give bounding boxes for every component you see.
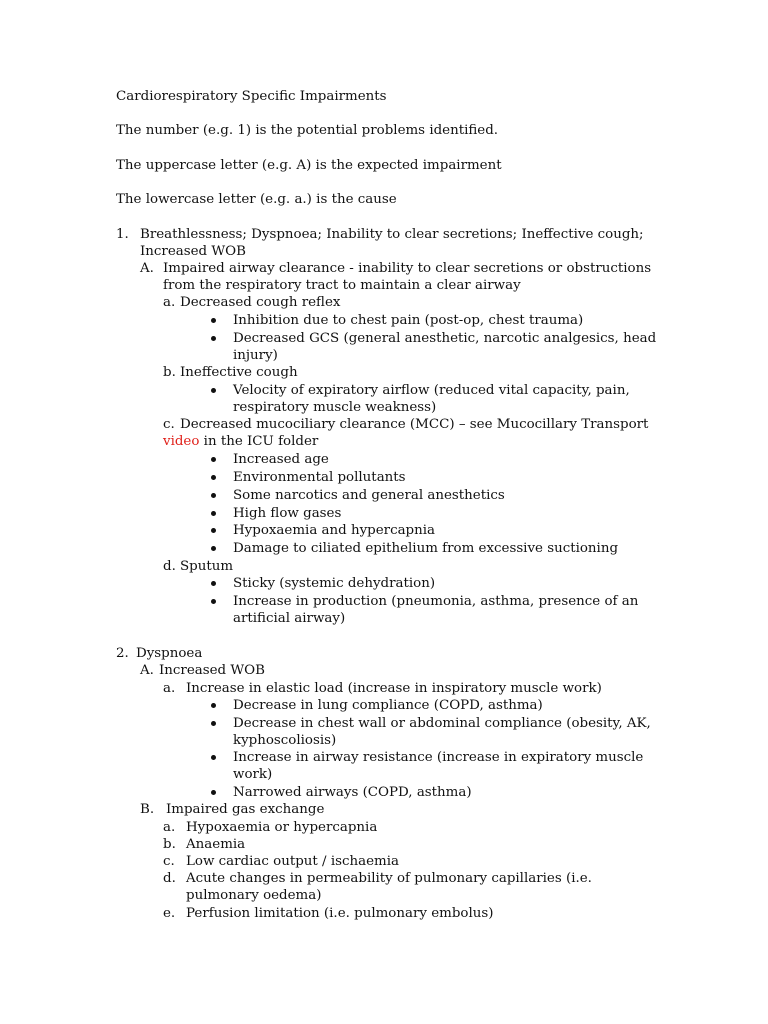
bullet-icon [211,703,216,708]
section1-problems-line2: Increased WOB [140,244,246,259]
section2-A-marker: A. [140,663,154,678]
legend-uppercase: The uppercase letter (e.g. A) is the expected impairment [116,158,502,173]
bullet-icon [211,511,216,516]
section2-A-a-bullet3-line2: work) [233,767,273,782]
section1-number: 1. [116,227,129,242]
section1-A-c-line2 [163,433,318,450]
section1-problems-line1: Breathlessness; Dyspnoea; Inability to clear secretions; Ineffective cough; [140,227,644,242]
bullet-icon [211,528,216,533]
bullet-icon [211,318,216,323]
section2-number: 2. [116,646,129,661]
section2-B-a-marker: a. [163,820,176,835]
document-title: Cardiorespiratory Specific Impairments [116,89,387,104]
section1-A-a-bullet1: Inhibition due to chest pain (post-op, chest trauma) [233,313,584,328]
bullet-icon [211,755,216,760]
section2-B-c-text: Low cardiac output / ischaemia [186,854,399,869]
section1-A-c-bullet1: Increased age [233,452,329,467]
bullet-icon [211,457,216,462]
section1-A-c-bullet4: High flow gases [233,506,342,521]
section1-A-d-bullet1: Sticky (systemic dehydration) [233,576,436,591]
section2-A-a-bullet3-line1: Increase in airway resistance (increase in expiratory muscle [233,750,644,765]
section1-A-d-marker: d. [163,559,176,574]
bullet-icon [211,546,216,551]
section2-B-b-marker: b. [163,837,176,852]
section2-B-text: Impaired gas exchange [166,802,325,817]
section1-A-marker: A. [140,261,154,276]
section1-A-c-bullet5: Hypoxaemia and hypercapnia [233,523,436,538]
section2-A-a-bullet1: Decrease in lung compliance (COPD, asthma) [233,698,543,713]
section2-B-e-marker: e. [163,906,176,921]
section1-A-c-bullet3: Some narcotics and general anesthetics [233,488,505,503]
section1-A-b-bullet1-line2: respiratory muscle weakness) [233,400,437,415]
bullet-icon [211,790,216,795]
section2-A-a-text: Increase in elastic load (increase in inspiratory muscle work) [186,681,602,696]
section2-B-d-line2: pulmonary oedema) [186,888,322,903]
section1-A-d-bullet2-line2: artificial airway) [233,611,346,626]
section2-B-b-text: Anaemia [186,837,246,852]
section1-A-a-marker: a. [163,295,176,310]
section1-A-line2: from the respiratory tract to maintain a clear airway [163,278,521,293]
section1-A-d-bullet2-line1: Increase in production (pneumonia, asthma, presence of an [233,594,639,609]
section2-A-a-bullet4: Narrowed airways (COPD, asthma) [233,785,472,800]
section1-A-c-bullet6: Damage to ciliated epithelium from excessive suctioning [233,541,619,556]
section2-B-d-line1: Acute changes in permeability of pulmonary capillaries (i.e. [186,871,592,886]
section2-B-e-text: Perfusion limitation (i.e. pulmonary embolus) [186,906,494,921]
section2-B-c-marker: c. [163,854,175,869]
section1-A-b-bullet1-line1: Velocity of expiratory airflow (reduced vital capacity, pain, [233,383,630,398]
bullet-icon [211,599,216,604]
section1-A-c-line1: Decreased mucociliary clearance (MCC) – see Mucocillary Transport [180,417,649,432]
video-link[interactable]: video [163,434,200,449]
section1-A-a-text: Decreased cough reflex [180,295,341,310]
section2-A-text: Increased WOB [159,663,265,678]
section2-B-a-text: Hypoxaemia or hypercapnia [186,820,378,835]
section2-A-a-marker: a. [163,681,176,696]
section1-A-c-line2-rest: in the ICU folder [199,434,319,449]
section1-A-c-bullet2: Environmental pollutants [233,470,406,485]
bullet-icon [211,475,216,480]
section1-A-a-bullet2-line2: injury) [233,348,278,363]
section2-problem: Dyspnoea [136,646,203,661]
bullet-icon [211,388,216,393]
section1-A-c-marker: c. [163,417,175,432]
section2-A-a-bullet2-line2: kyphoscoliosis) [233,733,337,748]
section1-A-b-text: Ineffective cough [180,365,298,380]
legend-number: The number (e.g. 1) is the potential problems identified. [116,123,499,138]
section1-A-line1: Impaired airway clearance - inability to clear secretions or obstructions [163,261,652,276]
bullet-icon [211,581,216,586]
section2-B-marker: B. [140,802,155,817]
legend-lowercase: The lowercase letter (e.g. a.) is the cause [116,192,397,207]
section2-B-d-marker: d. [163,871,176,886]
section1-A-b-marker: b. [163,365,176,380]
bullet-icon [211,336,216,341]
section2-A-a-bullet2-line1: Decrease in chest wall or abdominal compliance (obesity, AK, [233,716,651,731]
section1-A-a-bullet2-line1: Decreased GCS (general anesthetic, narcotic analgesics, head [233,331,657,346]
bullet-icon [211,493,216,498]
bullet-icon [211,721,216,726]
section1-A-d-text: Sputum [180,559,234,574]
